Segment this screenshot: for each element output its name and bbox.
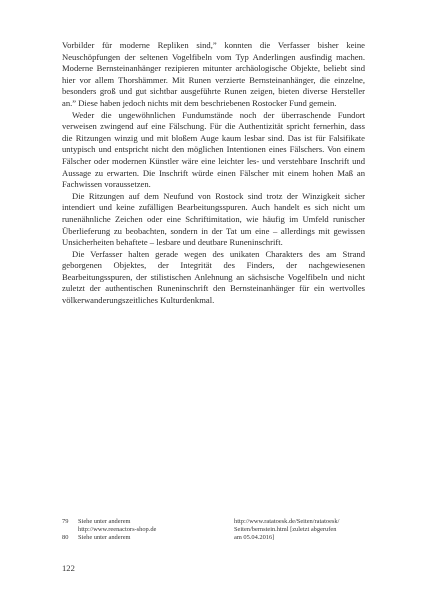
footnote (62, 518, 365, 526)
footnote-url: Seiten/bernstein.html [zuletzt abgerufen (234, 526, 337, 534)
footnote-text: Siehe unter anderem (78, 534, 131, 542)
footnotes (62, 518, 365, 543)
paragraph: Weder die ungewöhnlichen Fundumstände noch der überraschende Fundort verweisen zwingend auf eine Fälschung. Für die Authentizität spricht fernerhin, dass die Ritzungen winzig und mit bloßem Auge kaum lesbar sind. Das ist für Falsifikate untypisch und entspricht nicht den möglichen Intentionen eines Fälschers. Von einem Fälscher oder modernen Künstler wäre eine leichter les- und verstehbare Inschrift und Aussage zu erwarten. Die Inschrift würde einen Fälscher mit einem hohen Maß an Fachwissen voraussetzen. (62, 109, 365, 190)
footnote-number: 80 (62, 534, 69, 542)
footnote-url: http://www.reenactors-shop.de (78, 526, 157, 534)
footnote-text: am 05.04.2016] (234, 534, 275, 542)
page-number: 122 (62, 563, 75, 573)
paragraph: Die Ritzungen auf dem Neufund von Rostock sind trotz der Winzigkeit sicher intendiert und keine zufälligen Bearbeitungsspuren. Auch handelt es sich nicht um runenähnliche Zeichen oder eine Schriftimitation, wie häufig im Umfeld runischer Überlieferung zu beobachten, sondern in der Tat um eine – allerdings mit gewissen Unsicherheiten behaftete – lesbare und deutbare Runeninschrift. (62, 190, 365, 248)
footnote-url: http://www.ratatoesk.de/Seiten/ratatoesk/ (234, 518, 340, 525)
footnote (62, 534, 365, 542)
body-text (62, 40, 365, 307)
footnote-text: Siehe unter anderem (78, 518, 131, 525)
paragraph: Vorbilder für moderne Repliken sind,” konnten die Verfasser bisher keine Neuschöpfungen der seltenen Vogelfibeln vom Typ Anderlingen ausfindig machen. Moderne Bernsteinanhänger rezipieren mitunter archäologische Objekte, beliebt sind hier vor allem Thorshämmer. Mit Runen verzierte Bernsteinanhänger, die einzelne, besonders groß und gut sichtbar ausgeführte Runen zeigen, bieten diverse Hersteller an.” Diese haben jedoch nichts mit dem beschriebenen Rostocker Fund gemein. (62, 40, 365, 108)
footnote-number: 79 (62, 518, 69, 525)
footnote (62, 526, 365, 534)
paragraph: Die Verfasser halten gerade wegen des unikaten Charakters des am Strand geborgenen Objektes, der Integrität des Finders, der nachgewiesenen Bearbeitungsspuren, der stilistischen Anlehnung an sächsische Vogelfibeln und nicht zuletzt der authentischen Runeninschrift den Bernsteinanhänger für ein wertvolles völkerwanderungszeitliches Kulturdenkmal. (62, 248, 365, 306)
